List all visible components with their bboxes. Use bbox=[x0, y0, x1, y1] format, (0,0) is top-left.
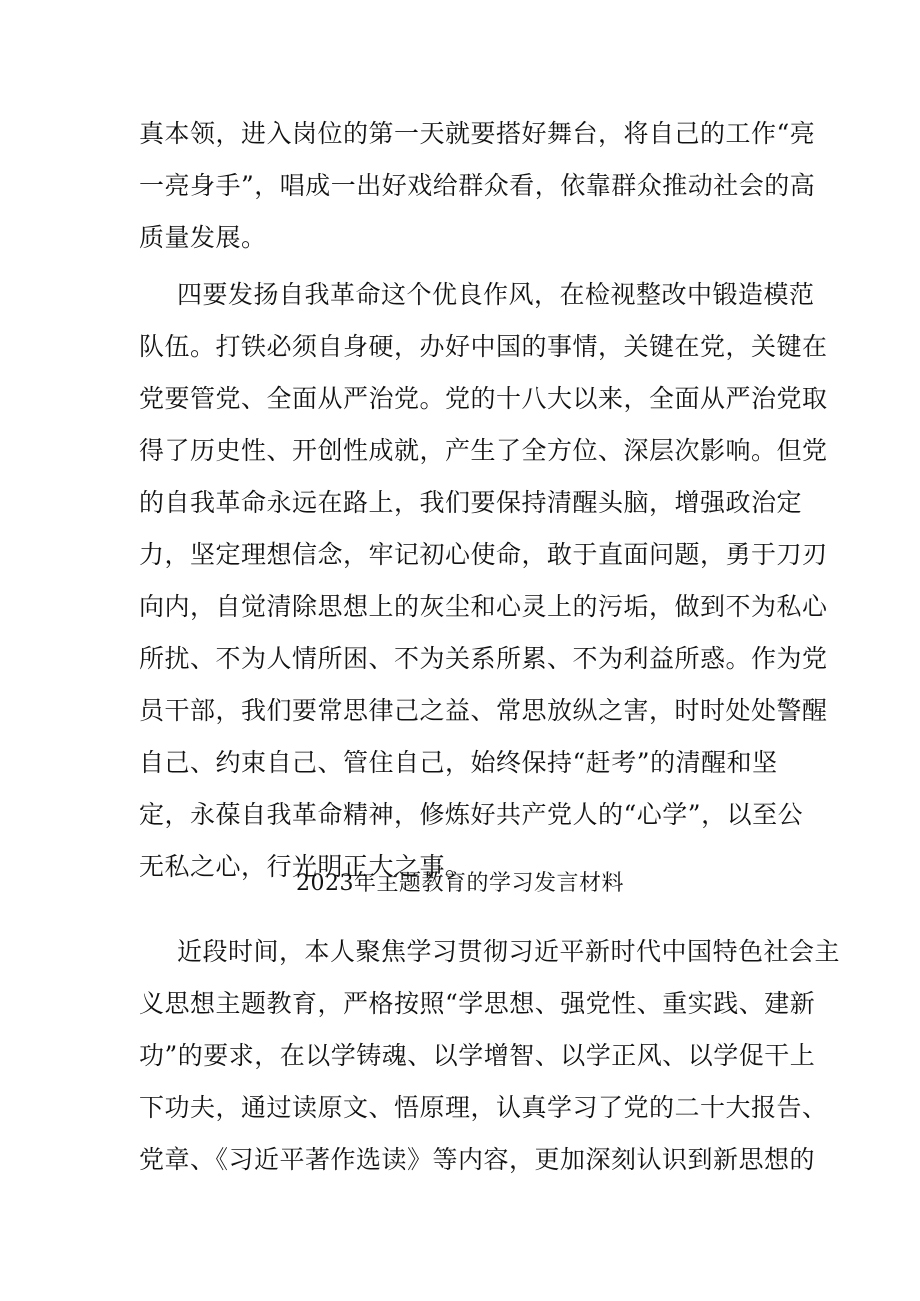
paragraph-line: 得了历史性、开创性成就，产生了全方位、深层次影响。但党 bbox=[139, 436, 828, 465]
paragraph-line: 党要管党、全面从严治党。党的十八大以来，全面从严治党取 bbox=[139, 384, 828, 413]
paragraph-line: 党章、《习近平著作选读》等内容，更加深刻认识到新思想的 bbox=[139, 1145, 816, 1174]
paragraph-line: 质量发展。 bbox=[139, 223, 267, 252]
paragraph-self-revolution bbox=[139, 269, 828, 893]
paragraph-line: 队伍。打铁必须自身硬，办好中国的事情，关键在党，关键在 bbox=[139, 332, 828, 361]
paragraph-first-line: 四要发扬自我革命这个优良作风，在检视整改中锻造模范 bbox=[177, 280, 815, 309]
paragraph-line: 功”的要求，在以学铸魂、以学增智、以学正风、以学促干上 bbox=[139, 1041, 816, 1070]
paragraph-line: 一亮身手”，唱成一出好戏给群众看，依靠群众推动社会的高 bbox=[139, 171, 816, 200]
paragraph-line: 员干部，我们要常思律己之益、常思放纵之害，时时处处警醒 bbox=[139, 696, 828, 725]
paragraph-line: 向内，自觉清除思想上的灰尘和心灵上的污垢，做到不为私心 bbox=[139, 592, 828, 621]
paragraph-study-speech bbox=[139, 926, 841, 1186]
section-heading: 2023年主题教育的学习发言材料 bbox=[296, 871, 624, 896]
paragraph-line: 定，永葆自我革命精神，修炼好共产党人的“心学”，以至公 bbox=[139, 800, 804, 829]
paragraph-line: 的自我革命永远在路上，我们要保持清醒头脑，增强政治定 bbox=[139, 488, 803, 517]
paragraph-line: 真本领，进入岗位的第一天就要搭好舞台，将自己的工作“亮 bbox=[139, 119, 816, 148]
paragraph-line: 下功夫，通过读原文、悟原理，认真学习了党的二十大报告、 bbox=[139, 1093, 828, 1122]
paragraph-line: 力，坚定理想信念，牢记初心使命，敢于直面问题，勇于刀刃 bbox=[139, 540, 828, 569]
paragraph-line: 义思想主题教育，严格按照“学思想、强党性、重实践、建新 bbox=[139, 989, 816, 1018]
paragraph-line: 自己、约束自己、管住自己，始终保持“赶考”的清醒和坚 bbox=[139, 748, 778, 777]
paragraph-first-line: 近段时间，本人聚焦学习贯彻习近平新时代中国特色社会主 bbox=[177, 937, 841, 966]
paragraph-line: 无私之心，行光明正大之事。 bbox=[139, 852, 471, 881]
paragraph-line: 所扰、不为人情所困、不为关系所累、不为利益所惑。作为党 bbox=[139, 644, 828, 673]
paragraph-continuation bbox=[139, 108, 816, 264]
